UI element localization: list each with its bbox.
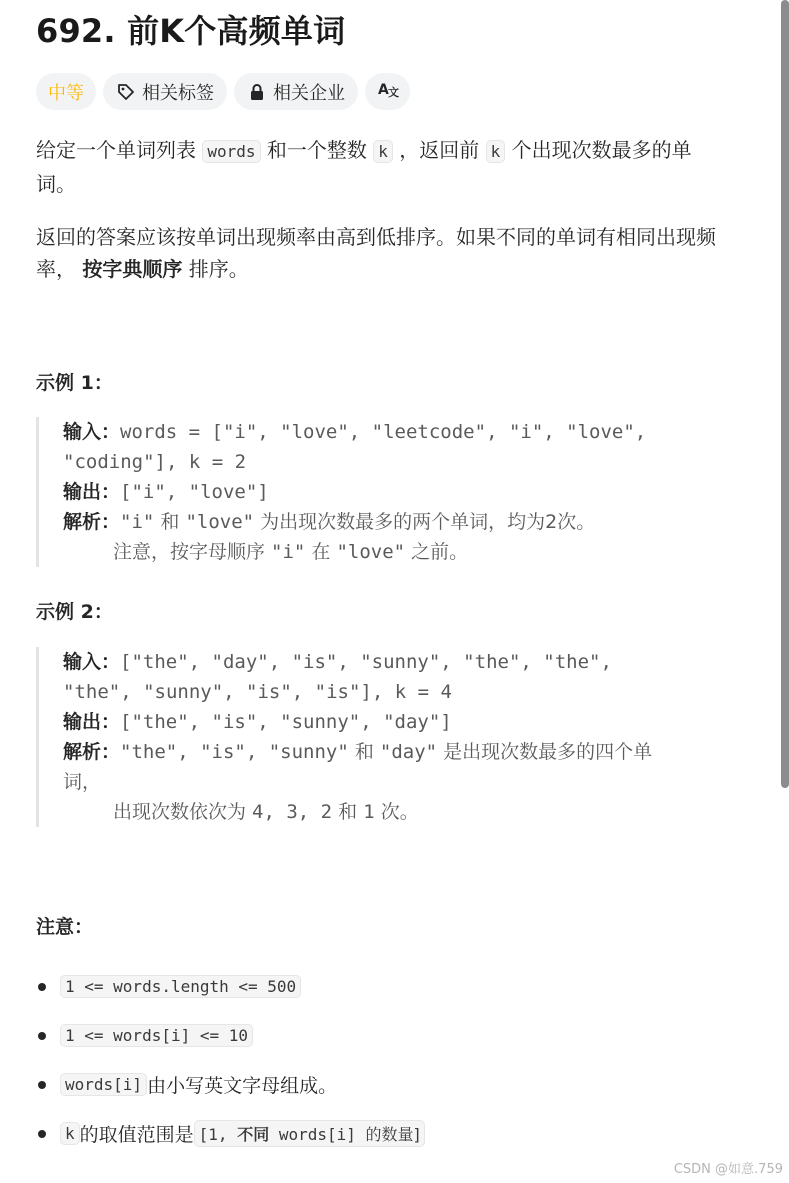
bullet: [38, 983, 46, 991]
list-item: [36, 1011, 425, 1060]
inline-code-words: words: [202, 140, 260, 163]
bullet: [38, 1130, 46, 1138]
description-paragraph-1: 给定一个单词列表 words 和一个整数 k ，返回前 k 个出现次数最多的单 词。: [36, 138, 692, 196]
example-1-heading: 示例 1：: [36, 372, 113, 394]
bold-lexicographic: 按字典顺序: [82, 257, 183, 281]
example-1-block: 输入：words = ["i", "love", "leetcode", "i", "love", "coding"], k = 2 输出：["i", "love"] 解析："i" 和 "love" 为出现次数最多的两个单词，均为2次。 注意，按字母顺序 "i" 在 "love" 之前。: [36, 417, 753, 567]
tag-bar: [36, 73, 410, 110]
constraint-code: 1 <= words.length <= 500: [60, 975, 301, 998]
example-2-block: 输入：["the", "day", "is", "sunny", "the", "the", "the", "sunny", "is", "is"], k = 4 输出：["the", "is", "sunny", "day"] 解析："the", "is", "sunny" 和 "day" 是出现次数最多的四个单 词， 出现次数依次为 4, 3, 2 和 1 次。: [36, 647, 753, 827]
inline-code-k: k: [486, 140, 506, 163]
description-paragraph-2: 返回的答案应该按单词出现频率由高到低排序。如果不同的单词有相同出现频 率， 按字典顺序 排序。: [36, 225, 716, 281]
constraints-heading: 注意：: [36, 916, 94, 938]
svg-text:A: A: [377, 82, 389, 98]
lock-icon: [247, 82, 267, 102]
tag-icon: [116, 82, 136, 102]
vertical-scrollbar[interactable]: [781, 0, 789, 788]
difficulty-badge[interactable]: 中等: [36, 73, 96, 110]
list-item: words[i] 由小写英文字母组成。: [36, 1060, 425, 1109]
translate-icon: [377, 79, 399, 104]
related-companies-label: 相关企业: [273, 82, 345, 104]
constraint-code: 1 <= words[i] <= 10: [60, 1024, 253, 1047]
page-title: 692. 前K个高频单词: [36, 12, 346, 50]
watermark: CSDN @如意.759: [673, 1162, 783, 1177]
constraint-code: words[i]: [60, 1073, 147, 1096]
bullet: [38, 1032, 46, 1040]
constraint-range-code: [1, 不同 words[i] 的数量]: [194, 1120, 425, 1147]
list-item: [36, 962, 425, 1011]
svg-text:文: 文: [387, 86, 399, 99]
constraints-list: [36, 962, 425, 1158]
example-2-heading: 示例 2：: [36, 601, 113, 623]
related-tags-label: 相关标签: [142, 82, 214, 104]
translate-button[interactable]: [365, 73, 410, 110]
related-companies-button[interactable]: [234, 73, 358, 110]
constraint-code: k: [60, 1122, 80, 1145]
related-tags-button[interactable]: [103, 73, 227, 110]
list-item: k 的取值范围是 [1, 不同 words[i] 的数量]: [36, 1109, 425, 1158]
bullet: [38, 1081, 46, 1089]
inline-code-k: k: [373, 140, 393, 163]
